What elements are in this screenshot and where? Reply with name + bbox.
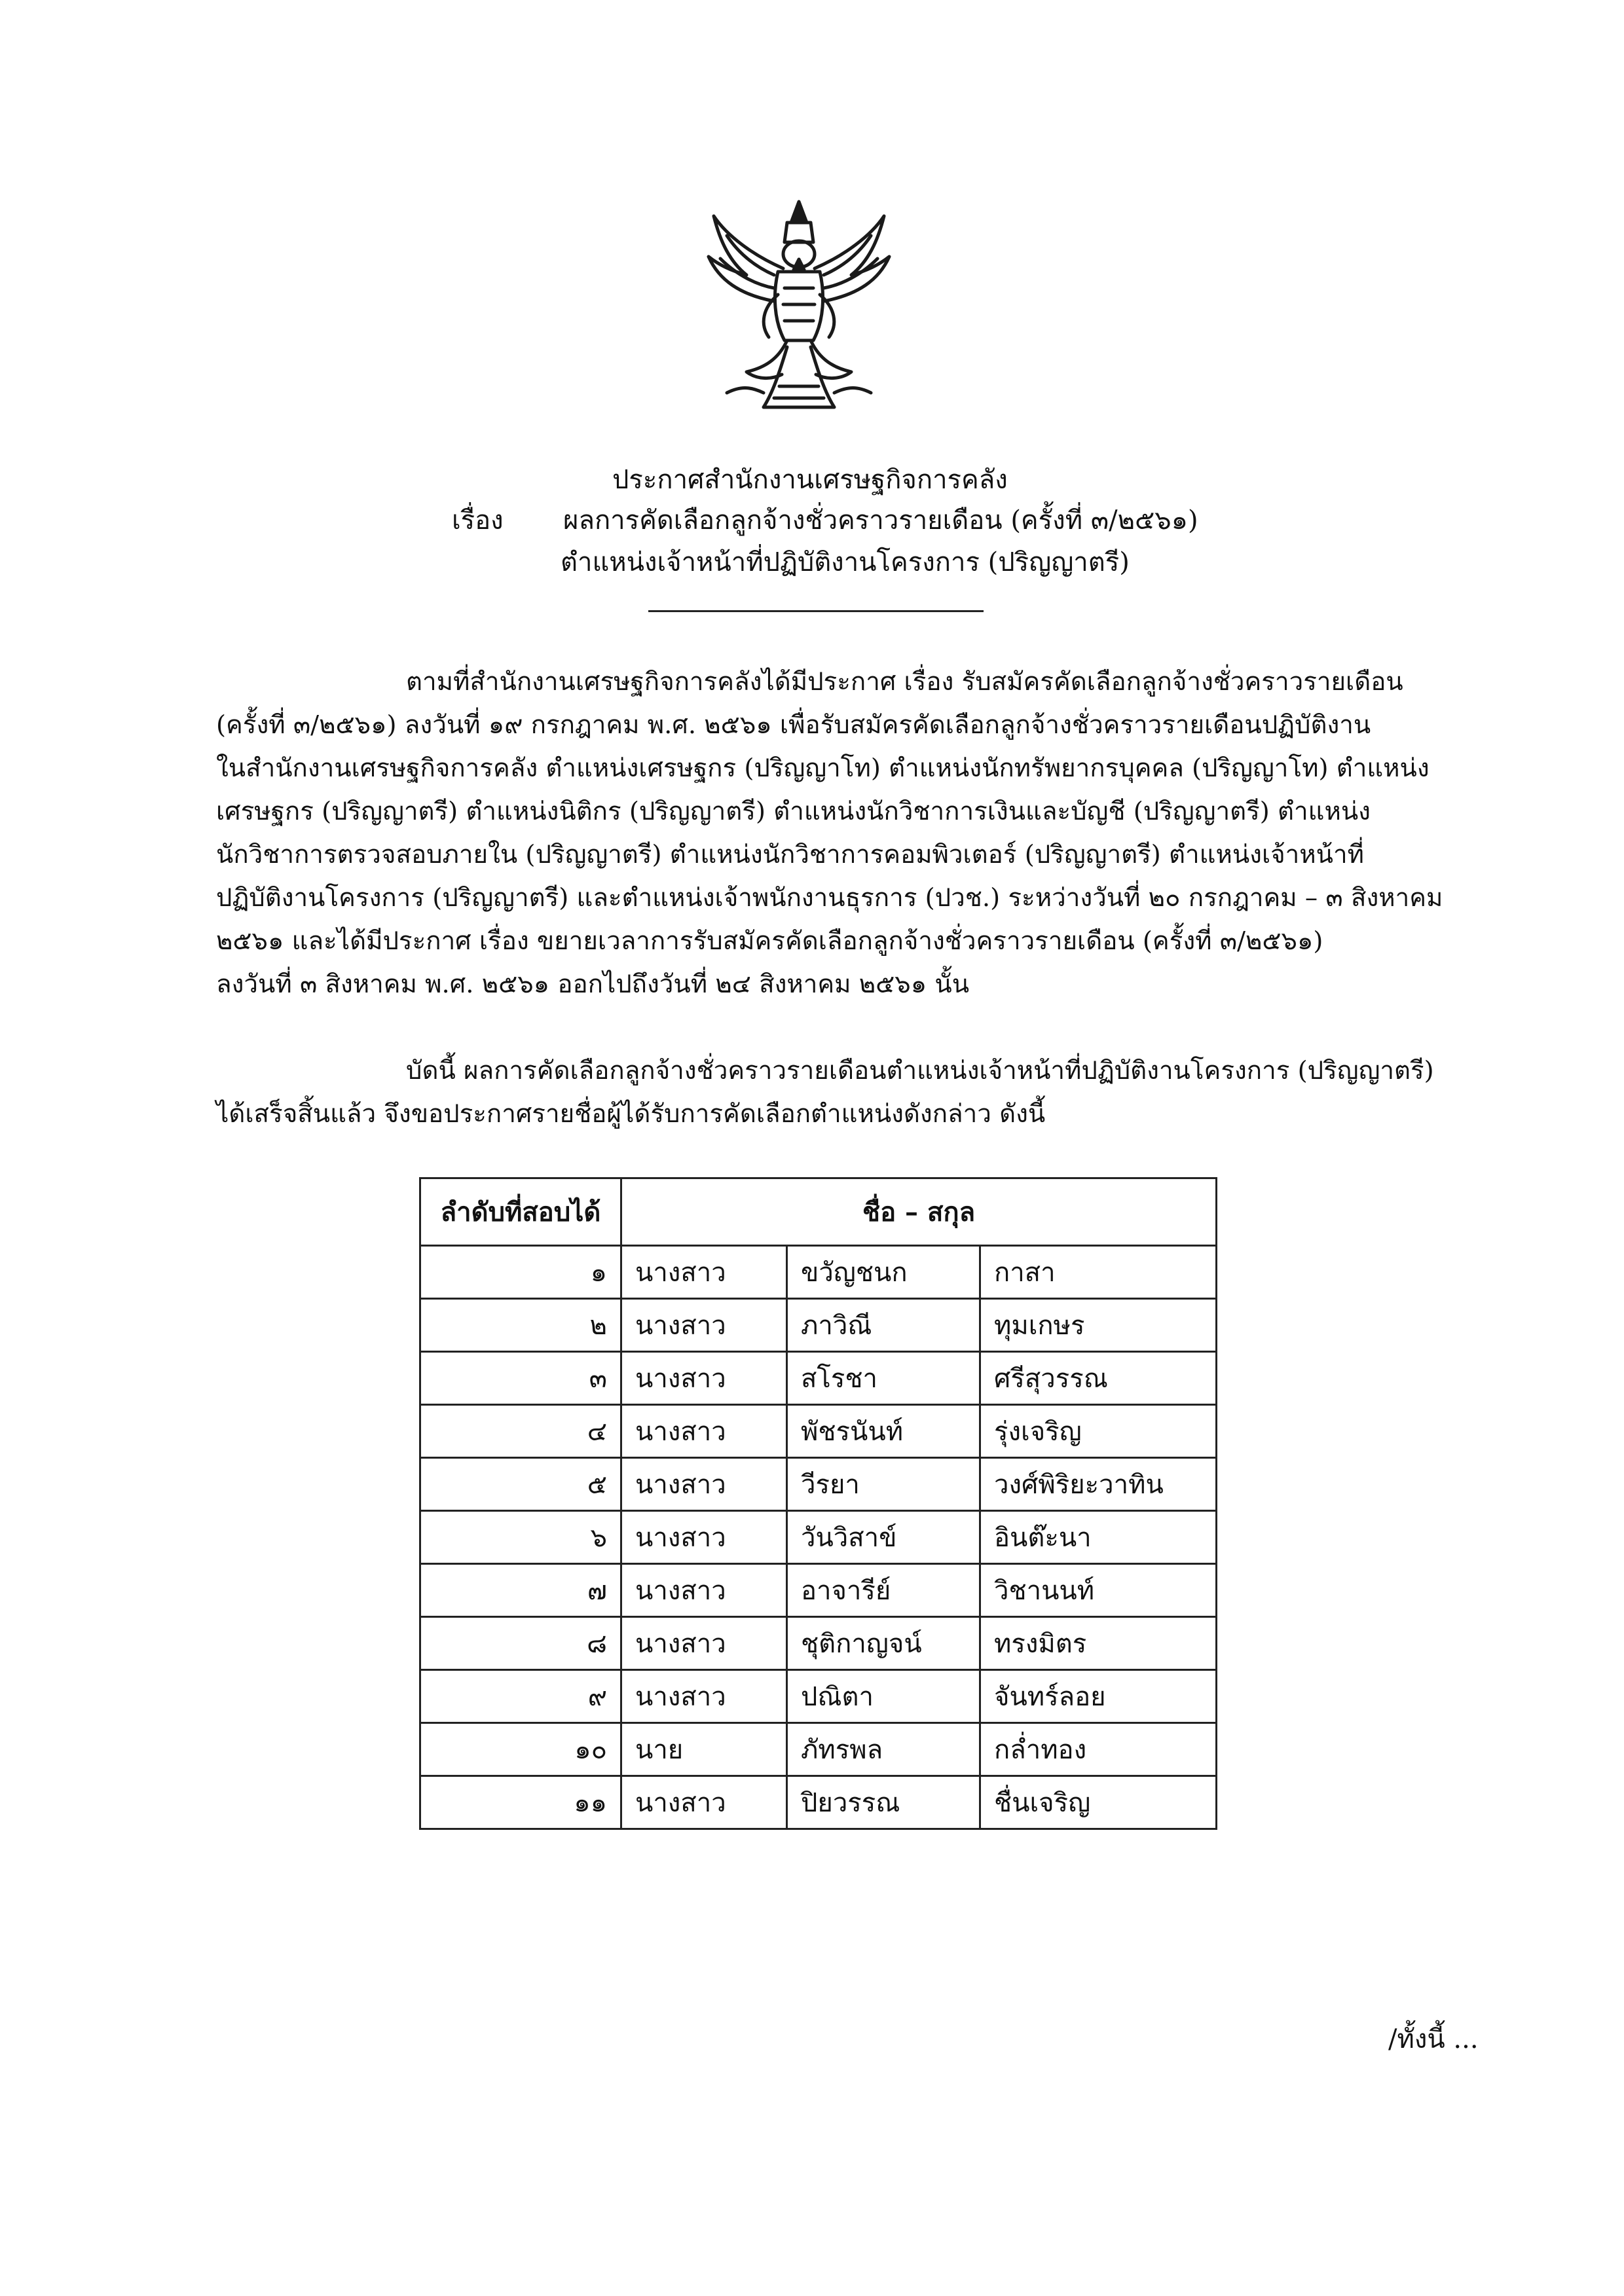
last-name-cell: ศรีสุวรรณ [980, 1352, 1217, 1405]
paragraph-line: ตามที่สำนักงานเศรษฐกิจการคลังได้มีประกาศ เรื่อง รับสมัครคัดเลือกลูกจ้างชั่วคราวรายเดือน [406, 667, 1403, 697]
first-name-cell: ปิยวรรณ [787, 1776, 980, 1829]
first-name-cell: ภัทรพล [787, 1723, 980, 1776]
paragraph-line: ๒๕๖๑ และได้มีประกาศ เรื่อง ขยายเวลาการรับสมัครคัดเลือกลูกจ้างชั่วคราวรายเดือน (ครั้งที่ ๓/๒๕๖๑) [216, 926, 1323, 956]
first-name-cell: พัชรนันท์ [787, 1405, 980, 1458]
rank-cell: ๑๑ [420, 1776, 621, 1829]
position-title: ตำแหน่งเจ้าหน้าที่ปฏิบัติงานโครงการ (ปริญญาตรี) [561, 547, 1130, 577]
first-name-cell: วันวิสาข์ [787, 1511, 980, 1564]
table-header-row [420, 1178, 1217, 1246]
rank-cell: ๗ [420, 1564, 621, 1617]
last-name-cell: กาสา [980, 1246, 1217, 1299]
title-cell: นางสาว [621, 1776, 787, 1829]
table-row [420, 1564, 1217, 1617]
title-cell: นางสาว [621, 1617, 787, 1670]
paragraph-line: ในสำนักงานเศรษฐกิจการคลัง ตำแหน่งเศรษฐกร (ปริญญาโท) ตำแหน่งนักทรัพยากรบุคคล (ปริญญาโท) ตำแหน่ง [216, 754, 1430, 783]
paragraph-line: (ครั้งที่ ๓/๒๕๖๑) ลงวันที่ ๑๙ กรกฎาคม พ.ศ. ๒๕๖๑ เพื่อรับสมัครคัดเลือกลูกจ้างชั่วคราวรายเดือนปฏิบัติงาน [216, 710, 1371, 740]
paragraph-line: นักวิชาการตรวจสอบภายใน (ปริญญาตรี) ตำแหน่งนักวิชาการคอมพิวเตอร์ (ปริญญาตรี) ตำแหน่งเจ้าหน้าที่ [216, 840, 1364, 869]
continuation-note: /ทั้งนี้ ... [1388, 2024, 1479, 2054]
rank-cell: ๓ [420, 1352, 621, 1405]
garuda-emblem-icon [701, 196, 897, 412]
rank-cell: ๑ [420, 1246, 621, 1299]
table-row [420, 1776, 1217, 1829]
title-cell: นางสาว [621, 1458, 787, 1511]
first-name-cell: ชุติกาญจน์ [787, 1617, 980, 1670]
rank-cell: ๖ [420, 1511, 621, 1564]
first-name-cell: วีรยา [787, 1458, 980, 1511]
first-name-cell: อาจารีย์ [787, 1564, 980, 1617]
issuer-title: ประกาศสำนักงานเศรษฐกิจการคลัง [612, 465, 1008, 495]
rank-cell: ๕ [420, 1458, 621, 1511]
title-cell: นางสาว [621, 1511, 787, 1564]
rank-cell: ๙ [420, 1670, 621, 1723]
heading-divider [648, 610, 984, 612]
title-cell: นางสาว [621, 1564, 787, 1617]
title-cell: นางสาว [621, 1352, 787, 1405]
last-name-cell: ชื่นเจริญ [980, 1776, 1217, 1829]
rank-cell: ๒ [420, 1299, 621, 1352]
last-name-cell: อินต๊ะนา [980, 1511, 1217, 1564]
paragraph-line: เศรษฐกร (ปริญญาตรี) ตำแหน่งนิติกร (ปริญญาตรี) ตำแหน่งนักวิชาการเงินและบัญชี (ปริญญาตรี) ตำแหน่ง [216, 797, 1371, 826]
table-row [420, 1405, 1217, 1458]
table-row [420, 1670, 1217, 1723]
table-row [420, 1352, 1217, 1405]
table-row [420, 1511, 1217, 1564]
first-name-cell: ขวัญชนก [787, 1246, 980, 1299]
rank-header: ลำดับที่สอบได้ [420, 1178, 621, 1246]
title-cell: นางสาว [621, 1299, 787, 1352]
paragraph-line: ได้เสร็จสิ้นแล้ว จึงขอประกาศรายชื่อผู้ได้รับการคัดเลือกตำแหน่งดังกล่าว ดังนี้ [216, 1099, 1046, 1129]
last-name-cell: จันทร์ลอย [980, 1670, 1217, 1723]
rank-cell: ๘ [420, 1617, 621, 1670]
last-name-cell: กล่ำทอง [980, 1723, 1217, 1776]
rank-cell: ๑๐ [420, 1723, 621, 1776]
paragraph-line: บัดนี้ ผลการคัดเลือกลูกจ้างชั่วคราวรายเดือนตำแหน่งเจ้าหน้าที่ปฏิบัติงานโครงการ (ปริญญาตรี) [406, 1056, 1434, 1085]
table-row [420, 1617, 1217, 1670]
title-cell: นางสาว [621, 1405, 787, 1458]
last-name-cell: วิชานนท์ [980, 1564, 1217, 1617]
last-name-cell: ทรงมิตร [980, 1617, 1217, 1670]
name-header: ชื่อ – สกุล [621, 1178, 1217, 1246]
subject-text: ผลการคัดเลือกลูกจ้างชั่วคราวรายเดือน (ครั้งที่ ๓/๒๕๖๑) [563, 505, 1198, 536]
title-cell: นาย [621, 1723, 787, 1776]
table-row [420, 1458, 1217, 1511]
table-row [420, 1246, 1217, 1299]
paragraph-line: ปฏิบัติงานโครงการ (ปริญญาตรี) และตำแหน่งเจ้าพนักงานธุรการ (ปวช.) ระหว่างวันที่ ๒๐ กรกฎาคม – ๓ สิงหาคม [216, 883, 1443, 913]
last-name-cell: ทุมเกษร [980, 1299, 1217, 1352]
last-name-cell: วงศ์พิริยะวาทิน [980, 1458, 1217, 1511]
table-row [420, 1299, 1217, 1352]
paragraph-line: ลงวันที่ ๓ สิงหาคม พ.ศ. ๒๕๖๑ ออกไปถึงวันที่ ๒๔ สิงหาคม ๒๕๖๑ นั้น [216, 970, 970, 999]
first-name-cell: ภาวิณี [787, 1299, 980, 1352]
rank-cell: ๔ [420, 1405, 621, 1458]
first-name-cell: สโรชา [787, 1352, 980, 1405]
title-cell: นางสาว [621, 1246, 787, 1299]
title-cell: นางสาว [621, 1670, 787, 1723]
first-name-cell: ปณิตา [787, 1670, 980, 1723]
results-table [419, 1177, 1217, 1830]
table-row [420, 1723, 1217, 1776]
last-name-cell: รุ่งเจริญ [980, 1405, 1217, 1458]
subject-label: เรื่อง [452, 505, 504, 536]
